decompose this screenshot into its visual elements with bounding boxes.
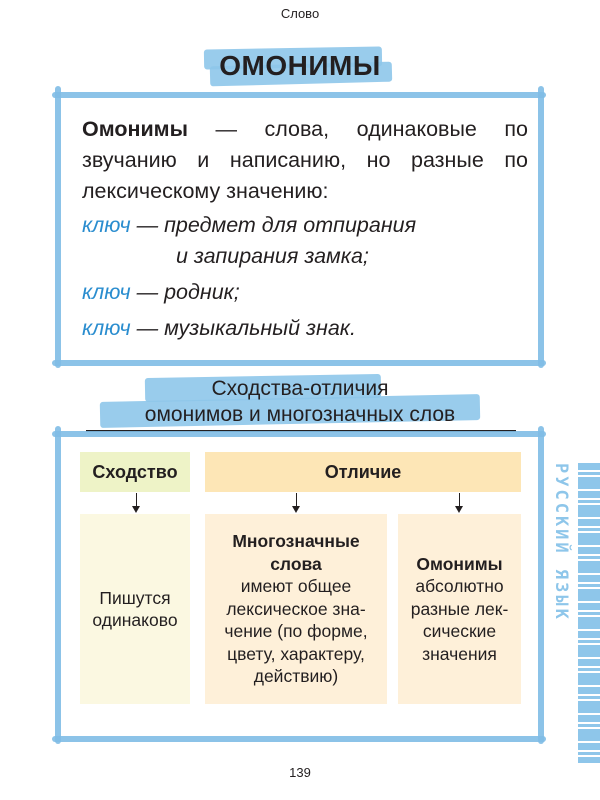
similarity-text: Пишутся одинаково — [92, 587, 178, 630]
dash: — — [130, 316, 165, 340]
frame2-right-border — [538, 426, 544, 744]
example-meaning: музыкальный знак. — [164, 316, 356, 340]
arrow-down-icon — [453, 493, 465, 513]
polysemous-text: цвету, характеру, — [227, 643, 365, 664]
page-number: 139 — [289, 765, 311, 780]
polysemous-text: имеют общее — [240, 576, 352, 597]
example-word: ключ — [82, 213, 131, 237]
running-head: Слово — [280, 6, 320, 21]
section-subtitle — [0, 376, 600, 428]
example-2 — [82, 277, 240, 307]
frame-top-border — [52, 92, 546, 98]
arrow-down-icon — [290, 493, 302, 513]
example-meaning: родник; — [164, 280, 240, 304]
homonyms-text: разные лек- — [410, 598, 509, 619]
homonyms-title: Омонимы — [416, 553, 503, 574]
homonyms-text: значения — [422, 643, 497, 664]
polysemous-title: слова — [270, 553, 322, 574]
example-meaning: предмет для отпирания — [164, 213, 417, 237]
polysemous-cell — [205, 514, 387, 704]
dash: — — [130, 280, 165, 304]
subtitle-line-1: Сходства-отличия — [211, 377, 389, 400]
side-tab-label: РУССКИЙ ЯЗЫК — [551, 463, 571, 622]
frame-left-border — [55, 86, 61, 368]
polysemous-text: лексическое зна- — [226, 598, 366, 619]
frame2-bottom-border — [52, 736, 546, 742]
page-title: ОМОНИМЫ — [219, 50, 381, 81]
arrow-down-icon — [130, 493, 142, 513]
homonyms-cell — [398, 514, 521, 704]
frame-right-border — [538, 86, 544, 368]
example-1-continuation: и запирания замка; — [176, 244, 369, 268]
side-tab-stripes — [578, 463, 600, 763]
similarity-cell — [80, 514, 190, 704]
polysemous-title: Многозначные — [232, 531, 360, 552]
polysemous-text: чение (по форме, — [224, 621, 368, 642]
header-similarity: Сходство — [80, 452, 190, 492]
definition-term: Омонимы — [82, 117, 188, 141]
frame-bottom-border — [52, 360, 546, 366]
example-word: ключ — [82, 280, 131, 304]
example-word: ключ — [82, 316, 131, 340]
dash: — — [130, 213, 165, 237]
header-difference: Отличие — [205, 452, 521, 492]
example-3 — [82, 313, 356, 343]
definition-text: — слова, одинаковые по звучанию и написанию, но разные по лексическому значению: — [82, 117, 528, 203]
example-1 — [82, 210, 416, 240]
homonyms-text: абсолютно — [415, 576, 504, 597]
definition — [82, 114, 528, 207]
frame2-left-border — [55, 426, 61, 744]
polysemous-text: действию) — [253, 666, 339, 687]
homonyms-text: сические — [422, 621, 497, 642]
frame2-top-border — [52, 431, 546, 437]
subtitle-line-2: омонимов и многозначных слов — [144, 403, 456, 426]
